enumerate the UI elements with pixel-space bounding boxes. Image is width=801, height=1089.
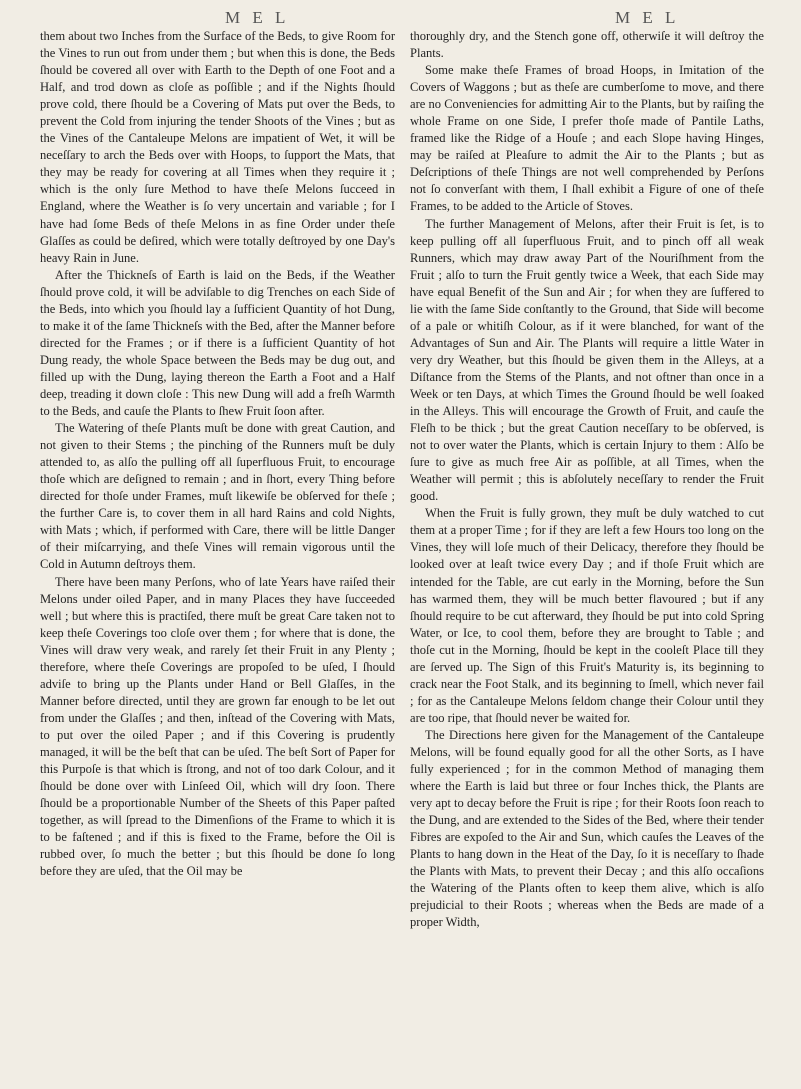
paragraph: When the Fruit is fully grown, they muſt be duly watched to cut them at a proper Time ; for if they are left a few Hours too long on the Vines, they will loſe much of their Delicacy, therefore they ſhould be looked over at leaſt twice every Day ; and if thoſe Fruit which are intended for the Table, are cut early in the Morning, before the Sun has warmed them, they will be much better flavoured ; but if any ſhould require to be cut afterward, they ſhould be put into cold Spring Water, or Ice, to cool them, before they are brought to Table ; and thoſe cut in the Morning, ſhould be kept in the cooleſt Place till they are ſerved up. The Sign of this Fruit's Maturity is, its beginning to crack near the Foot Stalk, and its beginning to ſmell, which never fail ; for as the Cantaleupe Melons ſeldom change their Colour until they are too ripe, that ſhould never be waited for. [410, 506, 764, 725]
running-header-right: M E L [615, 8, 680, 27]
paragraph: thoroughly dry, and the Stench gone off, otherwiſe it will deſtroy the Plants. [410, 29, 764, 61]
paragraph: Some make theſe Frames of broad Hoops, in Imitation of the Covers of Waggons ; but as theſe are cumberſome to move, and there are no Conveniencies for admitting Air to the Plants, but by raiſing the whole Frame on one Side, I prefer thoſe made of Pantile Laths, framed like the Ridge of a Houſe ; and each Slope having Hinges, may be raiſed at Pleaſure to admit the Air to the Plants ; but as Deſcriptions of theſe Things are not well comprehended by Perſons not ſo converſant with them, I ſhall exhibit a Figure of one of theſe Frames, to be added to the Article of Stoves. [410, 63, 764, 214]
paragraph: There have been many Perſons, who of late Years have raiſed their Melons under oiled Paper, and in many Places they have ſucceeded well ; but where this is practiſed, there muſt be great Care taken not to keep theſe Coverings too cloſe over them ; for where that is done, the Vines will draw very weak, and rarely ſet their Fruit in any Plenty ; therefore, where theſe Coverings are propoſed to be uſed, I ſhould adviſe to bring up the Plants under Hand or Bell Glaſſes, in the Manner before directed, until they are grown far enough to be let out from under the Glaſſes ; and then, inſtead of the Covering with Mats, to put over the oiled Paper ; and if this Covering is prudently managed, it will be the beſt that can be uſed. The beſt Sort of Paper for this Purpoſe is that which is ſtrong, and not of too dark Colour, and it ſhould be done over with Linſeed Oil, which will dry ſoon. There ſhould be a proportionable Number of the Sheets of this Paper paſted together, as will ſpread to the Dimenſions of the Frame to which it is to be faſtened ; and if this is fixed to the Frame, before the Oil is rubbed over, ſo much the better ; but this ſhould be done ſo long before they are uſed, that the Oil may be [40, 574, 395, 879]
paragraph: them about two Inches from the Surface of the Beds, to give Room for the Vines to run out from under them ; but when this is done, the Beds ſhould be covered all over with Earth to the Depth of one Foot and a Half, and trod down as cloſe as poſſible ; and if the Nights ſhould prove cold, there ſhould be a Covering of Mats put over the Beds, to prevent the Cold from injuring the tender Shoots of the Vines ; but as the Vines of the Cantaleupe Melons are impatient of Wet, it will be neceſſary to arch the Beds over with Hoops, to ſupport the Mats, that they may be ready for covering at all Times when they require it ; which is the only ſure Method to have theſe Melons ſucceed in England, where the Weather is ſo very uncertain and variable ; for I have had ſome Beds of theſe Melons in as fine Order under theſe Glaſſes as could be deſired, which were totally deſtroyed by one Day's heavy Rain in June. [40, 29, 395, 265]
paragraph: After the Thickneſs of Earth is laid on the Beds, if the Weather ſhould prove cold, it will be adviſable to dig Trenches on each Side of the Beds, into which you ſhould lay a ſufficient Quantity of hot Dung, to make it of the ſame Thickneſs with the Bed, after the Manner before directed for the Frames ; or if there is a ſufficient Quantity of hot Dung ready, the whole Space between the Beds may be dug out, and filled up with the Dung, laying thereon the Earth a Foot and a Half deep, treading it down cloſe : This new Dung will add a freſh Warmth to the Beds, and cauſe the Plants to ſhew Fruit ſoon after. [40, 267, 395, 419]
paragraph: The Directions here given for the Management of the Cantaleupe Melons, will be found equally good for all the other Sorts, as I have fully experienced ; for in the common Method of managing them where the Earth is laid but three or four Inches thick, the Plants are very apt to decay before the Fruit is ripe ; for their Roots ſoon reach to the Dung, and are extended to the Sides of the Bed, where their tender Fibres are expoſed to the Air and Sun, which cauſes the Leaves of the Plants to hang down in the Heat of the Day, ſo it is neceſſary to ſhade the Plants with Mats, to prevent their Decay ; and this alſo occaſions the Watering of the Plants often to keep them alive, which is alſo prejudicial to their Roots ; whereas when the Beds are made of a proper Width, [410, 727, 764, 930]
left-column [40, 28, 395, 880]
paragraph: The further Management of Melons, after their Fruit is ſet, is to keep pulling off all ſuperfluous Fruit, and to pinch off all weak Runners, which may draw away Part of the Nouriſhment from the Fruit ; alſo to turn the Fruit gently twice a Week, that each Side may have equal Benefit of the Sun and Air ; for when they are ſuffered to lie with the ſame Side conſtantly to the Ground, that Side will become of a pale or whitiſh Colour, as if it were blanched, for want of the Advantages of Sun and Air. The Plants will require a little Water in very dry Weather, but this ſhould be given them in the Alleys, at a Diſtance from the Stems of the Plants, and not oftner than once in a Week or ten Days, at which Times the Ground ſhould be well ſoaked in the Alleys. This will encourage the Growth of Fruit, and cauſe the Fleſh to be thick ; but the great Caution neceſſary to be obſerved, is not to over water the Plants, which is certain Injury to them : Alſo be ſure to give as much free Air as poſſible, at all Times, when the Weather will permit ; this is abſolutely neceſſary to render the Fruit good. [410, 216, 764, 504]
right-column [410, 28, 764, 931]
paragraph: The Watering of theſe Plants muſt be done with great Caution, and not given to their Stems ; the pinching of the Runners muſt be duly attended to, as alſo the pulling off all ſuperfluous Fruit, to encourage thoſe which are deſigned to remain ; and in ſhort, every Thing before directed for thoſe under Frames, muſt likewiſe be obſerved for theſe ; the further Care is, to cover them in all hard Rains and cold Nights, with Mats ; which, if performed with Care, there will be little Danger of their miſcarrying, and theſe Vines will remain vigorous until the Cold in Autumn deſtroys them. [40, 421, 395, 572]
running-header-left: M E L [225, 8, 290, 27]
